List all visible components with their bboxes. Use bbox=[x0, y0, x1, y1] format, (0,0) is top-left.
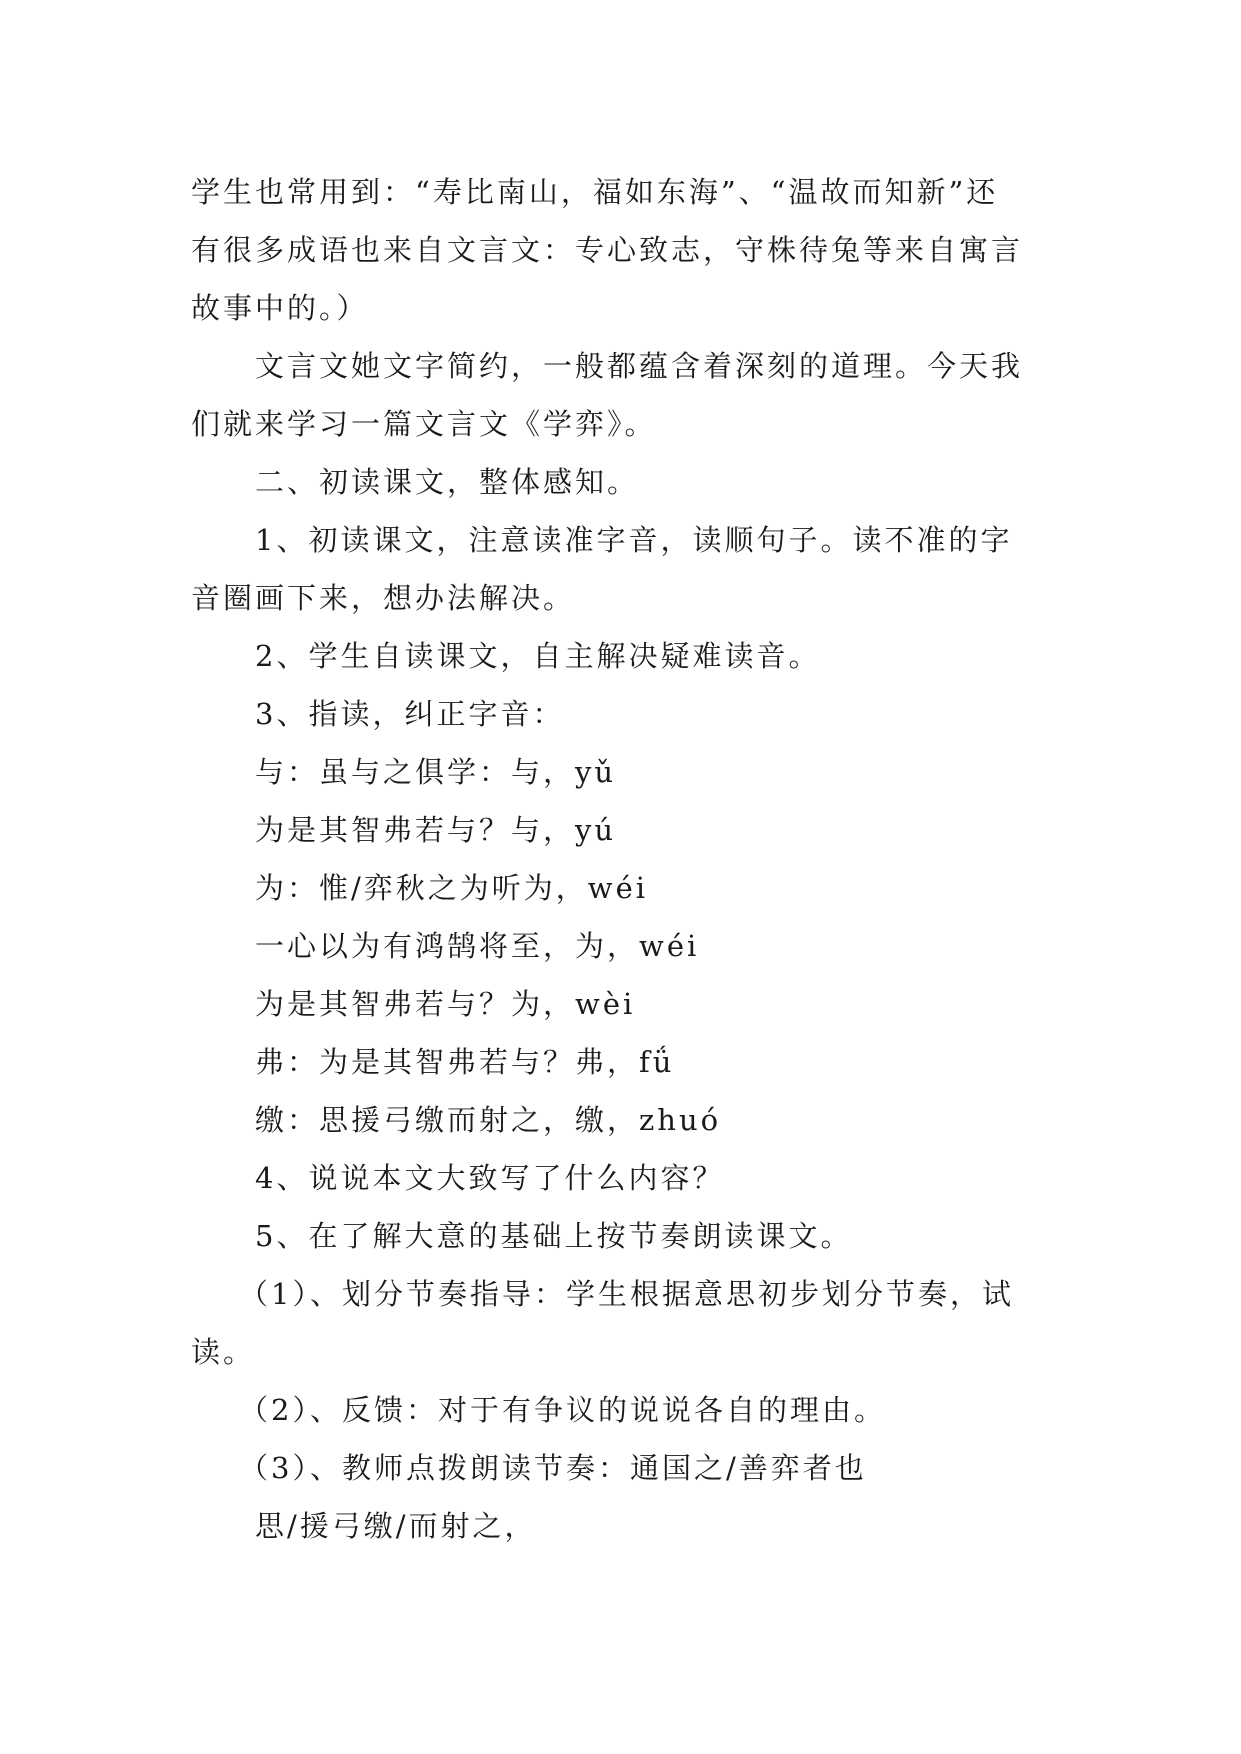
paragraph-line: 学生也常用到：“寿比南山，福如东海”、“温故而知新”还 bbox=[191, 175, 999, 209]
step-item: 1、初读课文，注意读准字音，读顺句子。读不准的字 bbox=[255, 523, 1013, 557]
step-item: 2、学生自读课文，自主解决疑难读音。 bbox=[255, 639, 821, 673]
section-heading: 二、初读课文，整体感知。 bbox=[255, 465, 640, 499]
paragraph-line: 故事中的。） bbox=[191, 291, 369, 325]
step-item: 4、说说本文大致写了什么内容？ bbox=[255, 1161, 725, 1195]
sub-step-item: （2）、反馈：对于有争议的说说各自的理由。 bbox=[239, 1393, 886, 1427]
sub-step-item: （3）、教师点拨朗读节奏：通国之/善弈者也 bbox=[239, 1451, 867, 1485]
paragraph-line: 音圈画下来，想办法解决。 bbox=[191, 581, 576, 615]
paragraph-line: 们就来学习一篇文言文《学弈》。 bbox=[191, 407, 657, 441]
pronunciation-line: 为是其智弗若与？与，yú bbox=[255, 813, 617, 847]
paragraph-line: 读。 bbox=[191, 1335, 256, 1369]
paragraph-line: 文言文她文字简约，一般都蕴含着深刻的道理。今天我 bbox=[255, 349, 1024, 383]
rhythm-line: 思/援弓缴/而射之， bbox=[255, 1509, 537, 1543]
sub-step-item: （1）、划分节奏指导：学生根据意思初步划分节奏，试 bbox=[239, 1277, 1014, 1311]
pronunciation-line: 缴：思援弓缴而射之，缴，zhuó bbox=[255, 1103, 722, 1137]
document-body bbox=[191, 163, 1051, 1555]
step-item: 5、在了解大意的基础上按节奏朗读课文。 bbox=[255, 1219, 853, 1253]
pronunciation-line: 弗：为是其智弗若与？弗，fǘ bbox=[255, 1045, 675, 1079]
pronunciation-line: 一心以为有鸿鹄将至，为，wéi bbox=[255, 929, 700, 963]
pronunciation-line: 为是其智弗若与？为，wèi bbox=[255, 987, 636, 1021]
pronunciation-line: 为：惟/弈秋之为听为，wéi bbox=[255, 871, 649, 905]
pronunciation-line: 与：虽与之俱学：与，yǔ bbox=[255, 755, 617, 789]
paragraph-line: 有很多成语也来自文言文：专心致志，守株待兔等来自寓言 bbox=[191, 233, 1024, 267]
step-item: 3、指读，纠正字音： bbox=[255, 697, 565, 731]
